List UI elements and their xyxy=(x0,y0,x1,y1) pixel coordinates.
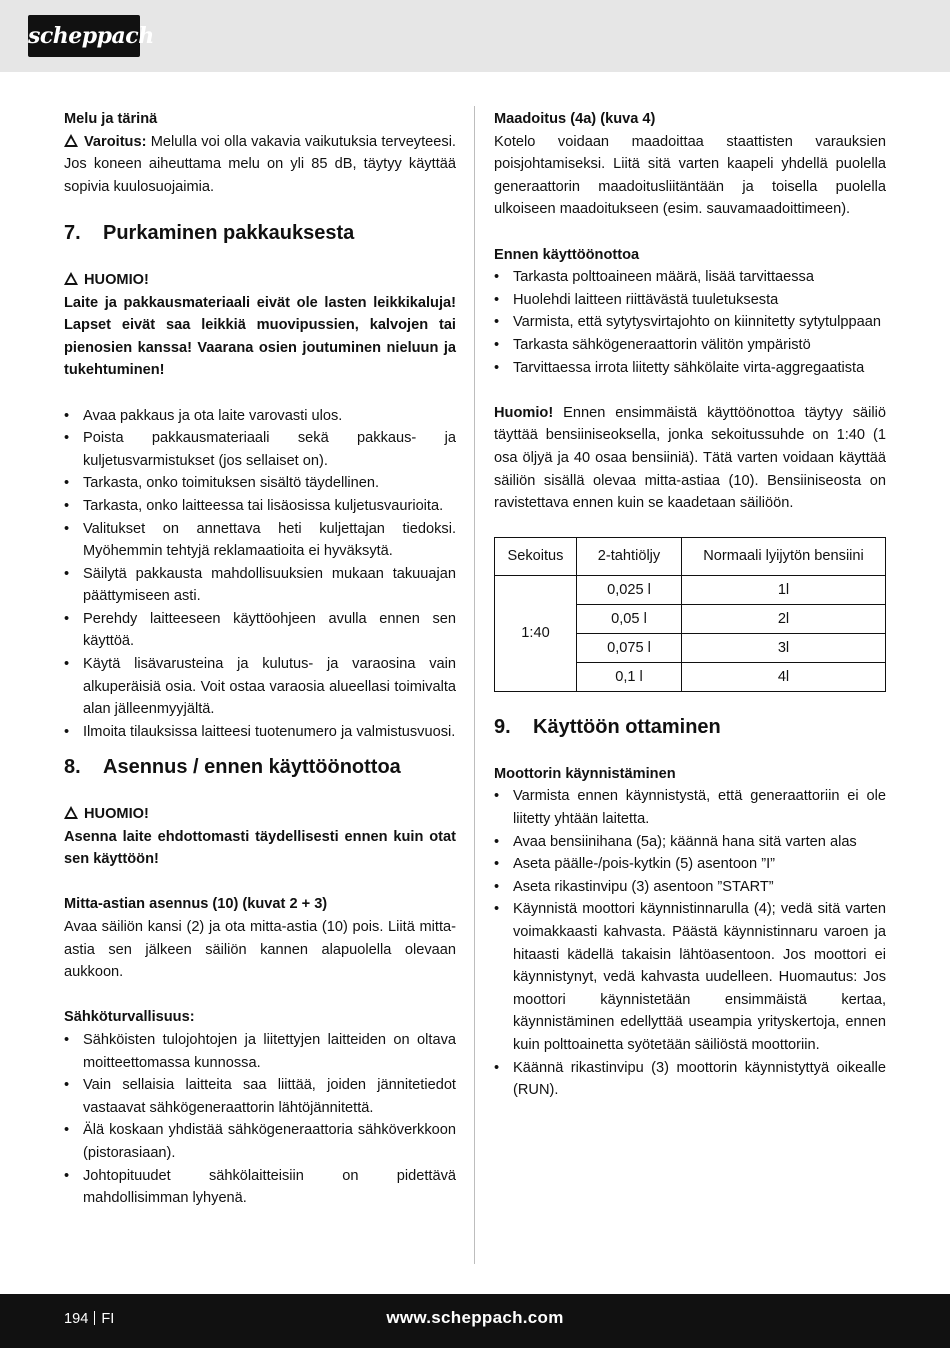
list-item: • Perehdy laitteeseen käyttöohjeen avulla ennen sen käyttöä. xyxy=(64,608,456,653)
electrical-list xyxy=(64,1029,456,1210)
note-label: Huomio! xyxy=(494,404,554,421)
section-number: 9. xyxy=(494,716,511,739)
list-item: • Tarkasta sähkögeneraattorin välitön ympäristö xyxy=(494,334,886,357)
list-item: • Tarkasta, onko laitteessa tai lisäosissa kuljetusvaurioita. xyxy=(64,495,456,518)
list-item: • Sähköisten tulojohtojen ja liitettyjen laitteiden on oltava moitteettomassa kunnossa. xyxy=(64,1029,456,1074)
cup-title: Mitta-astian asennus (10) (kuvat 2 + 3) xyxy=(64,896,328,913)
grounding-text: Kotelo voidaan maadoittaa staattisten varauksien poisjohtamiseksi. Liitä sitä varten kaapeli yhdellä puolella generaattorin maadoitusliitäntään ja toisella puolella ulkoiseen maadoitukseen (esim. sauvamaadoittimeen). xyxy=(494,133,886,218)
petrol-cell: 2l xyxy=(682,605,886,634)
engine-start-title: Moottorin käynnistäminen xyxy=(494,765,676,782)
noise-title: Melu ja tärinä xyxy=(64,111,158,127)
list-item: • Älä koskaan yhdistää sähkögeneraattoria sähköverkkoon (pistorasiaan). xyxy=(64,1119,456,1164)
petrol-cell: 4l xyxy=(682,663,886,692)
website-link[interactable]: www.scheppach.com xyxy=(386,1308,564,1327)
left-column xyxy=(64,108,456,1210)
footer-bar xyxy=(0,1294,950,1348)
notice-label: HUOMIO! xyxy=(84,806,149,823)
grounding-title: Maadoitus (4a) (kuva 4) xyxy=(494,111,656,127)
notice-heading xyxy=(64,803,456,826)
list-item: • Käytä lisävarusteina ja kulutus- ja varaosina vain alkuperäisiä osia. Voit ostaa varaosia alueellasi toimivalta alan jälleenmyyjältä. xyxy=(64,653,456,721)
list-item: • Avaa pakkaus ja ota laite varovasti ulos. xyxy=(64,405,456,428)
notice-text: Laite ja pakkausmateriaali eivät ole lasten leikkikaluja! Lapset eivät saa leikkiä muovipussien, kalvojen tai pienosien kanssa! Vaarana osien joutuminen nieluun ja tukehtuminen! xyxy=(64,294,456,379)
warning-label: Varoitus: xyxy=(84,133,147,150)
section-title: Käyttöön ottaminen xyxy=(533,716,721,739)
page-number-value: 194 xyxy=(64,1311,89,1327)
ratio-cell: 1:40 xyxy=(495,576,577,692)
warning-icon xyxy=(64,806,78,819)
warning-icon xyxy=(64,134,78,147)
header-bar xyxy=(0,0,950,72)
petrol-cell: 1l xyxy=(682,576,886,605)
section-number: 8. xyxy=(64,756,81,779)
table-header: Sekoitus xyxy=(495,538,577,576)
list-item: • Poista pakkausmateriaali sekä pakkaus- ja kuljetusvarmistukset (jos sellaiset on). xyxy=(64,427,456,472)
list-item: • Johtopituudet sähkölaitteisiin on pidettävä mahdollisimman lyhyenä. xyxy=(64,1165,456,1210)
list-item: • Vain sellaisia laitteita saa liittää, joiden jännitetiedot vastaavat sähkögeneraattorin lähtöjännitettä. xyxy=(64,1074,456,1119)
list-item: • Käännä rikastinvipu (3) moottorin käynnistyttyä oikealle (RUN). xyxy=(494,1057,886,1102)
warning-text: Melulla voi olla vakavia vaikutuksia terveyteesi. Jos koneen aiheuttama melu on yli 85 dB, täytyy käyttää sopivia kuulosuojaimia. xyxy=(64,133,456,195)
oil-cell: 0,025 l xyxy=(577,576,682,605)
electrical-title: Sähköturvallisuus: xyxy=(64,1009,195,1026)
cup-text: Avaa säiliön kansi (2) ja ota mitta-astia (10) pois. Liitä mitta-astia sen jälkeen säiliön kannen alapuolella olevaan aukkoon. xyxy=(64,919,456,981)
list-item: • Tarvittaessa irrota liitetty sähkölaite virta-aggregaatista xyxy=(494,357,886,380)
before-use-title: Ennen käyttöönottoa xyxy=(494,246,640,263)
list-item: • Säilytä pakkausta mahdollisuuksien mukaan takuuajan päättymiseen asti. xyxy=(64,563,456,608)
fuel-note xyxy=(494,402,886,515)
column-divider xyxy=(474,106,475,1264)
section-7-heading xyxy=(64,220,456,246)
table-row xyxy=(495,576,886,605)
section-title: Asennus / ennen käyttöönottoa xyxy=(103,756,401,779)
list-item: • Avaa bensiinihana (5a); käännä hana sitä varten alas xyxy=(494,831,886,854)
scheppach-logo: scheppach xyxy=(28,15,140,57)
section-number: 7. xyxy=(64,222,81,245)
petrol-cell: 3l xyxy=(682,634,886,663)
table-header-row xyxy=(495,538,886,576)
list-item: • Ilmoita tilauksissa laitteesi tuotenumero ja valmistusvuosi. xyxy=(64,721,456,744)
section-title: Purkaminen pakkauksesta xyxy=(103,222,355,245)
list-item: • Aseta päälle-/pois-kytkin (5) asentoon ”I” xyxy=(494,853,886,876)
list-item: • Varmista ennen käynnistystä, että generaattoriin ei ole liitetty yhtään laitetta. xyxy=(494,785,886,830)
note-text: Ennen ensimmäistä käyttöönottoa täytyy säiliö täyttää bensiiniseoksella, jonka sekoitussuhde on 1:40 (1 osa öljyä ja 40 osaa bensiiniä). Tätä varten voidaan käyttää säiliön sisällä olevaa mitta-astiaa (10). Bensiiniseosta on ravistettava ennen kuin se kaadetaan säiliöön. xyxy=(494,404,886,512)
oil-cell: 0,05 l xyxy=(577,605,682,634)
notice-heading xyxy=(64,269,456,292)
mixture-table xyxy=(494,537,886,692)
oil-cell: 0,1 l xyxy=(577,663,682,692)
warning-icon xyxy=(64,272,78,285)
section-9-heading xyxy=(494,714,886,740)
section-8-heading xyxy=(64,754,456,780)
table-header: 2-tahtiöljy xyxy=(577,538,682,576)
list-item: • Valitukset on annettava heti kuljettajan tiedoksi. Myöhemmin tehtyjä reklamaatioita ei hyväksytä. xyxy=(64,518,456,563)
before-use-list xyxy=(494,266,886,379)
right-column xyxy=(494,108,886,1102)
list-item: • Varmista, että sytytysvirtajohto on kiinnitetty sytytulppaan xyxy=(494,311,886,334)
noise-warning xyxy=(64,131,456,199)
engine-start-list xyxy=(494,785,886,1101)
list-item: • Aseta rikastinvipu (3) asentoon ”START” xyxy=(494,876,886,899)
notice-text: Asenna laite ehdottomasti täydellisesti ennen kuin otat sen käyttöön! xyxy=(64,828,456,868)
table-header: Normaali lyijytön bensiini xyxy=(682,538,886,576)
list-item: • Käynnistä moottori käynnistinnarulla (4); vedä sitä varten voimakkaasti kahvasta. Päästä käynnistinnaru varoen ja hitaasti kädellä takaisin lähtöasentoon. Jos moottori ei käynnistynyt, vedä kahvasta uudelleen. Huomautus: Jos moottori käynnistetään ensimmäistä kertaa, käynnistäminen edellyttää useampia yrityskertoja, ennen kuin polttoainetta syötetään säiliöstä moottoriin. xyxy=(494,898,886,1056)
notice-label: HUOMIO! xyxy=(84,271,149,288)
unpack-list xyxy=(64,405,456,744)
list-item: • Tarkasta polttoaineen määrä, lisää tarvittaessa xyxy=(494,266,886,289)
language-code: FI xyxy=(101,1311,115,1327)
list-item: • Huolehdi laitteen riittävästä tuuletuksesta xyxy=(494,289,886,312)
oil-cell: 0,075 l xyxy=(577,634,682,663)
list-item: • Tarkasta, onko toimituksen sisältö täydellinen. xyxy=(64,472,456,495)
